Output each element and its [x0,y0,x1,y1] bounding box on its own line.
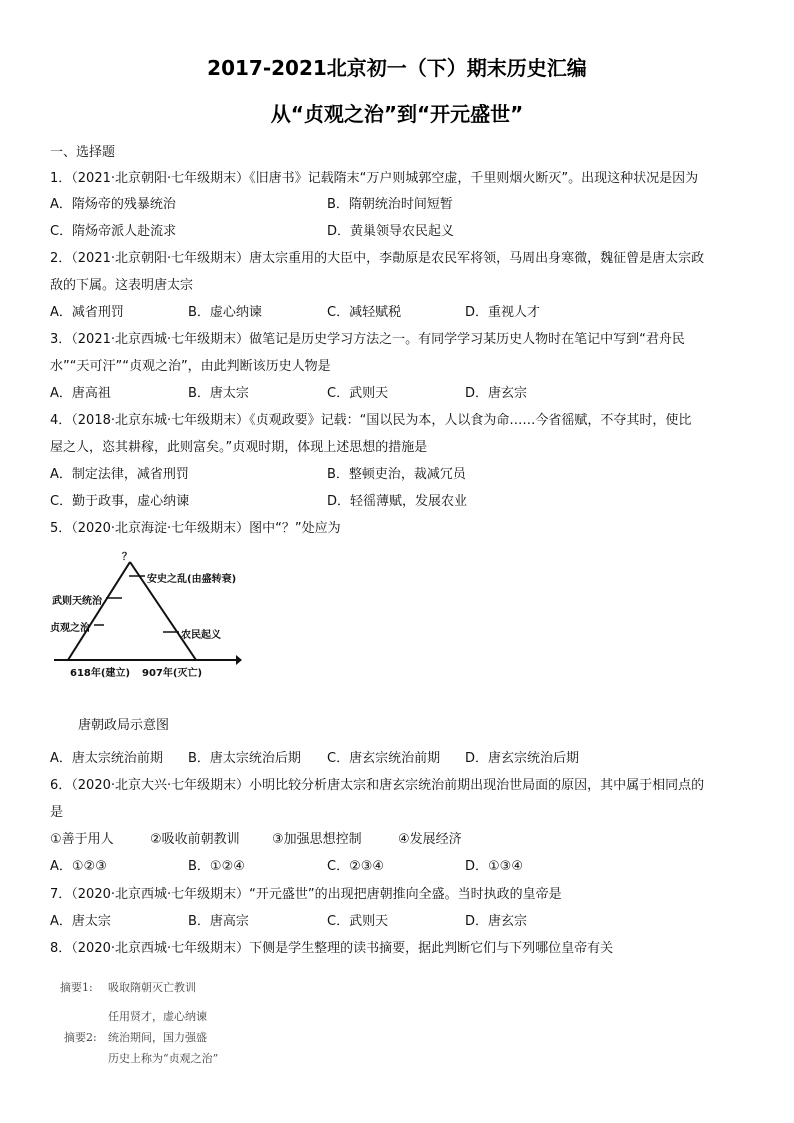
diagram-label-peasant: 农民起义 [181,630,221,641]
question-2-option-d[interactable]: D．重视人才 [465,305,541,320]
question-5-option-a[interactable]: A．唐太宗统治前期 [50,751,163,766]
question-6-item-1: ①善于用人 [50,832,114,847]
question-5-option-c[interactable]: C．唐玄宗统治前期 [327,751,441,766]
diagram-label-zhenguan: 贞观之治 [50,623,90,634]
note-1-text: 吸取隋朝灭亡教训 [108,981,196,994]
section-heading: 一、选择题 [50,145,116,160]
question-1-option-d[interactable]: D．黄巢领导农民起义 [327,224,455,239]
question-5-option-b[interactable]: B．唐太宗统治后期 [188,751,301,766]
question-7-option-b[interactable]: B．唐高宗 [188,914,249,929]
question-2-option-b[interactable]: B．虚心纳谏 [188,305,262,320]
question-4-option-c[interactable]: C．勤于政事，虚心纳谏 [50,494,190,509]
question-6-option-b[interactable]: B．①②④ [188,859,245,874]
question-6-item-4: ④发展经济 [398,832,462,847]
question-4-text-line-1: 4．（2018·北京东城·七年级期末）《贞观政要》记载：“国以民为本，人以食为命……今省徭赋，不夺其时，使比 [50,413,692,428]
question-4-option-d[interactable]: D．轻徭薄赋，发展农业 [327,494,468,509]
question-1-option-b[interactable]: B．隋朝统治时间短暂 [327,197,453,212]
question-7-option-a[interactable]: A．唐太宗 [50,914,111,929]
question-5-option-d[interactable]: D．唐玄宗统治后期 [465,751,580,766]
question-7-option-c[interactable]: C．武则天 [327,914,389,929]
diagram-axis-arrow [236,655,242,665]
diagram-label-anshi: 安史之乱(由盛转衰) [147,574,237,585]
diagram-label-end: 907年(灭亡) [142,668,203,679]
question-3-option-d[interactable]: D．唐玄宗 [465,386,528,401]
note-1-text-2: 任用贤才，虚心纳谏 [108,1010,207,1023]
question-3-option-b[interactable]: B．唐太宗 [188,386,249,401]
question-7-option-d[interactable]: D．唐玄宗 [465,914,528,929]
question-8-text: 8．（2020·北京西城·七年级期末）下侧是学生整理的读书摘要，据此判断它们与下列哪位皇帝有关 [50,941,614,956]
question-2-text-line-2: 敌的下属。这表明唐太宗 [50,278,194,293]
question-4-option-a[interactable]: A．制定法律，减省刑罚 [50,467,189,482]
question-2-text-line-1: 2．（2021·北京朝阳·七年级期末）唐太宗重用的大臣中，李勣原是农民军将领，马周出身寒微，魏征曾是唐太宗政 [50,251,705,266]
diagram-caption: 唐朝政局示意图 [78,718,170,733]
note-2-text-2: 历史上称为“贞观之治” [108,1052,219,1065]
question-6-text-line-1: 6．（2020·北京大兴·七年级期末）小明比较分析唐太宗和唐玄宗统治前期出现治世局面的原因，其中属于相同点的 [50,778,705,793]
diagram-label-wuzetian: 武则天统治 [52,596,102,607]
question-5-text: 5．（2020·北京海淀·七年级期末）图中“？”处应为 [50,521,341,536]
question-6-option-d[interactable]: D．①③④ [465,859,523,874]
question-1-option-a[interactable]: A．隋炀帝的残暴统治 [50,197,176,212]
question-3-text-line-1: 3．（2021·北京西城·七年级期末）做笔记是历史学习方法之一。有同学学习某历史人物时在笔记中写到“君舟民 [50,332,685,347]
note-2-text: 统治期间，国力强盛 [108,1031,207,1044]
question-7-text: 7．（2020·北京西城·七年级期末）“开元盛世”的出现把唐朝推向全盛。当时执政的皇帝是 [50,887,562,902]
diagram-label-start: 618年(建立) [70,668,131,679]
diagram-rise-line [68,562,130,660]
question-6-option-a[interactable]: A．①②③ [50,859,107,874]
document-title: 2017-2021北京初一（下）期末历史汇编 [207,56,587,80]
question-6-item-2: ②吸收前朝教训 [150,832,240,847]
question-3-option-a[interactable]: A．唐高祖 [50,386,111,401]
note-1-label: 摘要1: [60,981,93,994]
question-4-text-line-2: 屋之人，恣其耕稼，此则富矣。”贞观时期，体现上述思想的措施是 [50,440,428,455]
question-6-option-c[interactable]: C．②③④ [327,859,385,874]
question-6-text-line-2: 是 [50,805,64,820]
question-6-item-3: ③加强思想控制 [272,832,362,847]
question-1-text: 1．（2021·北京朝阳·七年级期末）《旧唐书》记载隋末“万户则城郭空虚，千里则烟火断灭”。出现这种状况是因为 [50,171,699,186]
question-3-option-c[interactable]: C．武则天 [327,386,389,401]
question-2-option-c[interactable]: C．减轻赋税 [327,305,402,320]
question-2-option-a[interactable]: A．减省刑罚 [50,305,124,320]
note-2-label: 摘要2: [64,1031,97,1044]
document-subtitle: 从“贞观之治”到“开元盛世” [270,102,524,126]
question-1-option-c[interactable]: C．隋炀帝派人赴流求 [50,224,177,239]
tang-politics-diagram [50,548,242,708]
question-3-text-line-2: 水”“天可汗”“贞观之治”，由此判断该历史人物是 [50,359,331,374]
diagram-question-mark: ？ [122,552,132,563]
question-4-option-b[interactable]: B．整顿吏治，裁减冗员 [327,467,466,482]
